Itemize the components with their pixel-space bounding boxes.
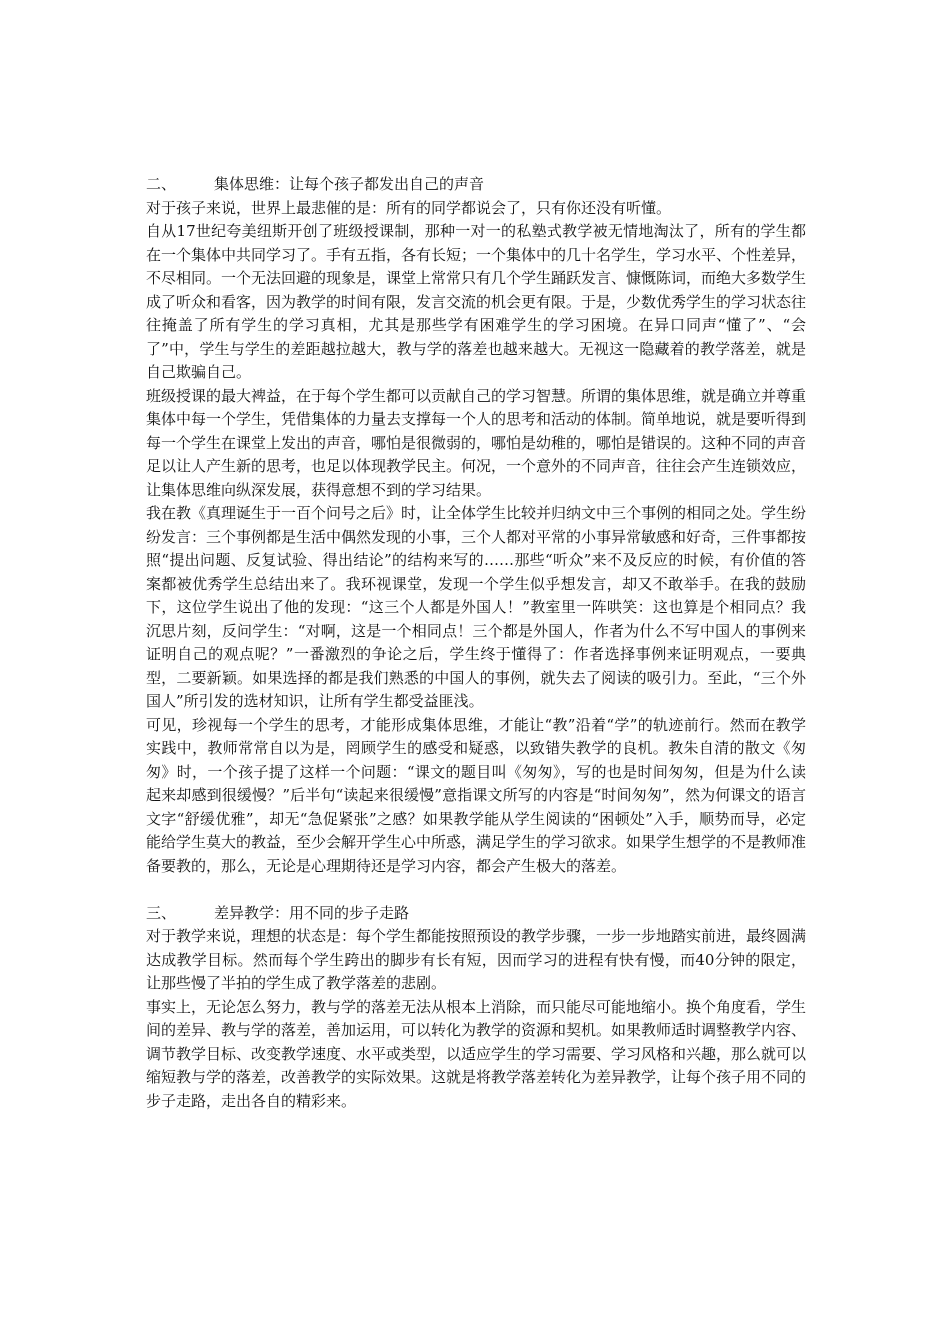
- section-title: 集体思维：让每个孩子都发出自己的声音: [214, 175, 485, 193]
- section-heading-3: [146, 902, 806, 926]
- section-heading-2: [146, 173, 806, 197]
- paragraph: 事实上，无论怎么努力，教与学的落差无法从根本上消除，而只能尽可能地缩小。换个角度看，学生间的差异、教与学的落差，善加运用，可以转化为教学的资源和契机。如果教师适时调整教学内容、调节教学目标、改变教学速度、水平或类型，以适应学生的学习需要、学习风格和兴趣，那么就可以缩短教与学的落差，改善教学的实际效果。这就是将教学落差转化为差异教学，让每个孩子用不同的步子走路，走出各自的精彩来。: [146, 997, 807, 1110]
- paragraph: 自从17世纪夸美纽斯开创了班级授课制，那种一对一的私塾式教学被无情地淘汰了，所有的学生都在一个集体中共同学习了。手有五指，各有长短；一个集体中的几十名学生，学习水平、个性差异，不尽相同。一个无法回避的现象是，课堂上常常只有几个学生踊跃发言、慷慨陈词，而绝大多数学生成了听众和看客，因为教学的时间有限，发言交流的机会更有限。于是，少数优秀学生的学习状态往往掩盖了所有学生的学习真相，尤其是那些学有困难学生的学习困境。在异口同声“懂了”、“会了”中，学生与学生的差距越拉越大，教与学的落差也越来越大。无视这一隐藏着的教学落差，就是自己欺骗自己。: [146, 222, 807, 381]
- paragraph: 对于教学来说，理想的状态是：每个学生都能按照预设的教学步骤，一步一步地踏实前进，最终圆满达成教学目标。然而每个学生跨出的脚步有长有短，因而学习的进程有快有慢，而40分钟的限定，让那些慢了半拍的学生成了教学落差的悲剧。: [146, 927, 807, 992]
- section-title: 差异教学：用不同的步子走路: [214, 903, 410, 922]
- document-page: [146, 173, 806, 1113]
- paragraph: 可见，珍视每一个学生的思考，才能形成集体思维，才能让“教”沿着“学”的轨迹前行。然而在教学实践中，教师常常自以为是，罔顾学生的感受和疑惑，以致错失教学的良机。教朱自清的散文《匆匆》时，一个孩子提了这样一个问题：“课文的题目叫《匆匆》，写的也是时间匆匆，但是为什么读起来却感到很缓慢？”后半句“读起来很缓慢”意指课文所写的内容是“时间匆匆”，然为何课文的语言文字“舒缓优雅”，却无“急促紧张”之感？如果教学能从学生阅读的“困顿处”入手，顺势而导，必定能给学生莫大的教益，至少会解开学生心中所惑，满足学生的学习欲求。如果学生想学的不是教师准备要教的，那么，无论是心理期待还是学习内容，都会产生极大的落差。: [146, 715, 807, 875]
- section-number: 二、: [146, 175, 177, 193]
- paragraph: 对于孩子来说，世界上最悲催的是：所有的同学都说会了，只有你还没有听懂。: [146, 198, 672, 217]
- section-gap: [146, 878, 806, 902]
- paragraph: 我在教《真理诞生于一百个问号之后》时，让全体学生比较并归纳文中三个事例的相同之处。学生纷纷发言：三个事例都是生活中偶然发现的小事，三个人都对平常的小事异常敏感和好奇，三件事都按照“提出问题、反复试验、得出结论”的结构来写的……那些“听众”来不及反应的时候，有价值的答案都被优秀学生总结出来了。我环视课堂，发现一个学生似乎想发言，却又不敢举手。在我的鼓励下，这位学生说出了他的发现：“这三个人都是外国人！”教室里一阵哄笑：这也算是个相同点？我沉思片刻，反问学生：“对啊，这是一个相同点！三个都是外国人，作者为什么不写中国人的事例来证明自己的观点呢？”一番激烈的争论之后，学生终于懂得了：作者选择事例来证明观点，一要典型，二要新颖。如果选择的都是我们熟悉的中国人的事例，就失去了阅读的吸引力。至此，“三个外国人”所引发的选材知识，让所有学生都受益匪浅。: [146, 504, 807, 710]
- paragraph: 班级授课的最大裨益，在于每个学生都可以贡献自己的学习智慧。所谓的集体思维，就是确立并尊重集体中每一个学生，凭借集体的力量去支撑每一个人的思考和活动的体制。简单地说，就是要听得到每一个学生在课堂上发出的声音，哪怕是很微弱的，哪怕是幼稚的，哪怕是错误的。这种不同的声音足以让人产生新的思考，也足以体现教学民主。何况，一个意外的不同声音，往往会产生连锁效应，让集体思维向纵深发展，获得意想不到的学习结果。: [146, 386, 807, 499]
- section-number: 三、: [146, 903, 177, 922]
